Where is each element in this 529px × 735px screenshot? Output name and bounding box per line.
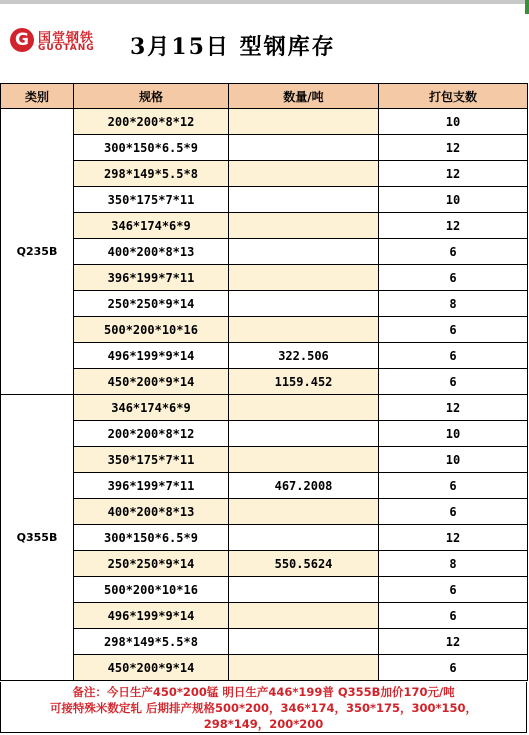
company-logo-english: GUOTANG [38,43,95,53]
spec-cell[interactable]: 250*250*9*14 [74,551,229,577]
quantity-cell[interactable] [229,135,379,161]
spec-cell[interactable]: 250*250*9*14 [74,291,229,317]
page-title: 3月15日 型钢库存 [130,34,336,60]
quantity-cell[interactable]: 467.2008 [229,473,379,499]
quantity-cell[interactable] [229,239,379,265]
bundles-cell[interactable]: 6 [379,265,528,291]
spec-cell[interactable]: 400*200*8*13 [74,499,229,525]
quantity-cell[interactable] [229,629,379,655]
bundles-cell[interactable]: 6 [379,603,528,629]
spec-cell[interactable]: 200*200*8*12 [74,421,229,447]
spec-cell[interactable]: 300*150*6.5*9 [74,525,229,551]
spec-cell[interactable]: 346*174*6*9 [74,395,229,421]
corner-marker [525,0,529,14]
spec-cell[interactable]: 298*149*5.5*8 [74,629,229,655]
bundles-cell[interactable]: 6 [379,317,528,343]
quantity-cell[interactable] [229,395,379,421]
table-row [1,109,528,135]
bundles-cell[interactable]: 6 [379,369,528,395]
spec-cell[interactable]: 346*174*6*9 [74,213,229,239]
spec-cell[interactable]: 396*199*7*11 [74,265,229,291]
company-logo-name: 国堂钢铁 [38,31,95,46]
spec-cell[interactable]: 300*150*6.5*9 [74,135,229,161]
quantity-cell[interactable] [229,109,379,135]
bundles-cell[interactable]: 12 [379,629,528,655]
spec-cell[interactable]: 350*175*7*11 [74,447,229,473]
bundles-cell[interactable]: 6 [379,577,528,603]
remarks-line-1: 备注：今日生产450*200锰 明日生产446*199普 Q355B加价170元/吨 [72,685,455,699]
quantity-cell[interactable] [229,499,379,525]
table-row [1,577,528,603]
column-header-category: 类别 [1,84,74,109]
column-header-quantity: 数量/吨 [229,84,379,109]
quantity-cell[interactable] [229,525,379,551]
table-row [1,603,528,629]
bundles-cell[interactable]: 10 [379,109,528,135]
quantity-cell[interactable] [229,291,379,317]
bundles-cell[interactable]: 12 [379,395,528,421]
category-cell[interactable]: Q235B [1,109,74,395]
company-logo-icon: G [10,28,34,52]
bundles-cell[interactable]: 10 [379,421,528,447]
table-row [1,213,528,239]
spec-cell[interactable]: 500*200*10*16 [74,577,229,603]
spec-cell[interactable]: 396*199*7*11 [74,473,229,499]
table-header-row [1,84,528,109]
quantity-cell[interactable] [229,161,379,187]
bundles-cell[interactable]: 6 [379,343,528,369]
quantity-cell[interactable] [229,317,379,343]
quantity-cell[interactable] [229,447,379,473]
bundles-cell[interactable]: 12 [379,213,528,239]
table-row [1,369,528,395]
remarks-box [0,682,527,733]
inventory-table [0,83,528,681]
spec-cell[interactable]: 450*200*9*14 [74,655,229,681]
spec-cell[interactable]: 496*199*9*14 [74,343,229,369]
spec-cell[interactable]: 500*200*10*16 [74,317,229,343]
table-row [1,551,528,577]
quantity-cell[interactable] [229,265,379,291]
remarks-line-3: 298*149，200*200 [203,717,324,731]
table-row [1,161,528,187]
quantity-cell[interactable] [229,213,379,239]
bundles-cell[interactable]: 12 [379,525,528,551]
bundles-cell[interactable]: 6 [379,473,528,499]
table-row [1,629,528,655]
bundles-cell[interactable]: 10 [379,187,528,213]
quantity-cell[interactable] [229,421,379,447]
quantity-cell[interactable] [229,187,379,213]
spec-cell[interactable]: 298*149*5.5*8 [74,161,229,187]
table-row [1,291,528,317]
table-row [1,655,528,681]
table-row [1,447,528,473]
table-row [1,187,528,213]
spec-cell[interactable]: 350*175*7*11 [74,187,229,213]
table-row [1,265,528,291]
spec-cell[interactable]: 400*200*8*13 [74,239,229,265]
spec-cell[interactable]: 200*200*8*12 [74,109,229,135]
bundles-cell[interactable]: 10 [379,447,528,473]
quantity-cell[interactable]: 1159.452 [229,369,379,395]
bundles-cell[interactable]: 8 [379,291,528,317]
table-row [1,421,528,447]
bundles-cell[interactable]: 6 [379,499,528,525]
bundles-cell[interactable]: 12 [379,135,528,161]
bundles-cell[interactable]: 8 [379,551,528,577]
table-row [1,239,528,265]
remarks-line-2: 可接特殊米数定轧 后期排产规格500*200，346*174，350*175，300*150， [49,701,478,715]
bundles-cell[interactable]: 6 [379,655,528,681]
quantity-cell[interactable] [229,655,379,681]
table-row [1,525,528,551]
column-header-spec: 规格 [74,84,229,109]
table-row [1,473,528,499]
table-row [1,317,528,343]
spec-cell[interactable]: 496*199*9*14 [74,603,229,629]
bundles-cell[interactable]: 12 [379,161,528,187]
quantity-cell[interactable] [229,603,379,629]
quantity-cell[interactable]: 322.506 [229,343,379,369]
table-row [1,499,528,525]
bundles-cell[interactable]: 6 [379,239,528,265]
table-row [1,395,528,421]
table-row [1,343,528,369]
top-border [0,0,529,4]
category-cell[interactable]: Q355B [1,395,74,681]
quantity-cell[interactable] [229,577,379,603]
table-body [1,109,528,681]
column-header-bundles: 打包支数 [379,84,528,109]
quantity-cell[interactable]: 550.5624 [229,551,379,577]
spec-cell[interactable]: 450*200*9*14 [74,369,229,395]
table-row [1,135,528,161]
